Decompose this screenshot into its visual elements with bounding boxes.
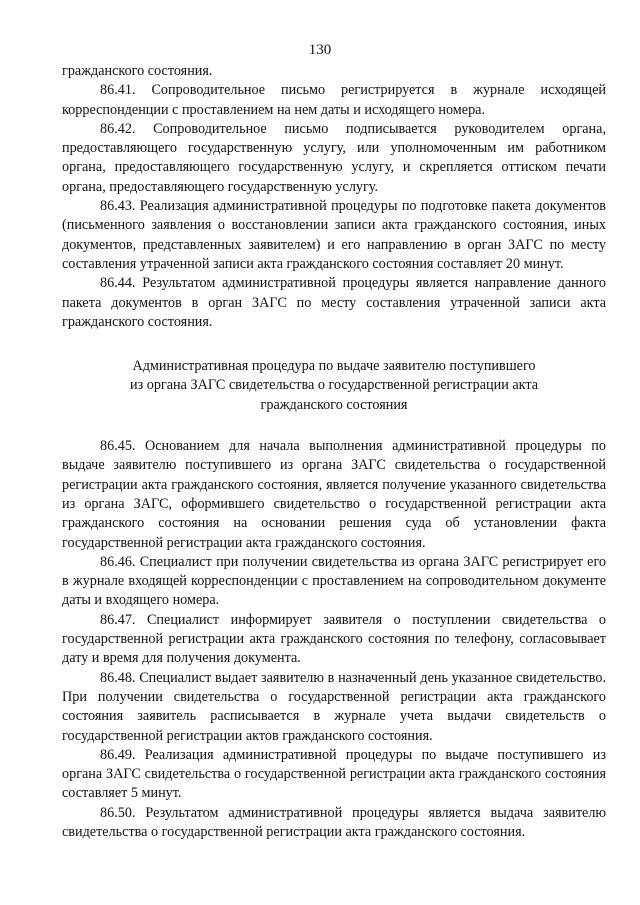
document-body <box>62 62 606 842</box>
section-heading <box>92 357 576 415</box>
paragraph-86-49: 86.49. Реализация административной процедуры по выдаче поступившего из органа ЗАГС свидетельства о государственной регистрации акта гражданского состояния составляет 5 минут. <box>62 746 606 802</box>
paragraph-86-45: 86.45. Основанием для начала выполнения административной процедуры по выдаче заявителю поступившего из органа ЗАГС свидетельства о государственной регистрации акта гражданского состояния, является получение указанного свидетельства из органа ЗАГС, оформившего свидетельство о государственной регистрации акта гражданского состояния на основании решения суда об установлении факта государственной регистрации акта гражданского состояния. <box>62 438 606 551</box>
paragraph-86-50: 86.50. Результатом административной процедуры является выдача заявителю свидетельства о государственной регистрации акта гражданского состояния. <box>62 804 606 840</box>
paragraph-86-42: 86.42. Сопроводительное письмо подписывается руководителем органа, предоставляющего государственную услугу, или уполномоченным им работником органа, предоставляющего государственную услугу, и скрепляется оттиском печати органа, предоставляющего государственную услугу. <box>62 120 606 195</box>
paragraph-86-41: 86.41. Сопроводительное письмо регистрируется в журнале исходящей корреспонденции с проставлением на нем даты и исходящего номера. <box>62 82 606 118</box>
section-heading-line: из органа ЗАГС свидетельства о государственной регистрации акта <box>129 377 539 394</box>
paragraph-86-44: 86.44. Результатом административной процедуры является направление данного пакета документов в орган ЗАГС по месту составления утраченной записи акта гражданского состояния. <box>62 275 606 330</box>
section-heading-line: гражданского состояния <box>260 396 408 413</box>
section-heading-line: Административная процедура по выдаче заявителю поступившего <box>132 358 536 375</box>
paragraph-86-47: 86.47. Специалист информирует заявителя о поступлении свидетельства о государственной регистрации акта гражданского состояния по телефону, согласовывает дату и время для получения документа. <box>62 611 606 667</box>
paragraph-86-48: 86.48. Специалист выдает заявителю в назначенный день указанное свидетельство. При получении свидетельства о государственной регистрации акта гражданского состояния заявитель расписывается в журнале учета выдачи свидетельств о государственной регистрации актов гражданского состояния. <box>62 669 606 744</box>
paragraph-86-43: 86.43. Реализация административной процедуры по подготовке пакета документов (письменного заявления о восстановлении записи акта гражданского состояния, иных документов, представленных заявителем) и его направлению в орган ЗАГС по месту составления утраченной записи акта гражданского состояния составляет 20 минут. <box>62 198 606 272</box>
paragraph-86-46: 86.46. Специалист при получении свидетельства из органа ЗАГС регистрирует его в журнале входящей корреспонденции с проставлением на сопроводительном документе даты и входящего номера. <box>62 553 606 609</box>
page-number: 130 <box>308 42 332 58</box>
continuation-text: гражданского состояния. <box>62 63 213 79</box>
